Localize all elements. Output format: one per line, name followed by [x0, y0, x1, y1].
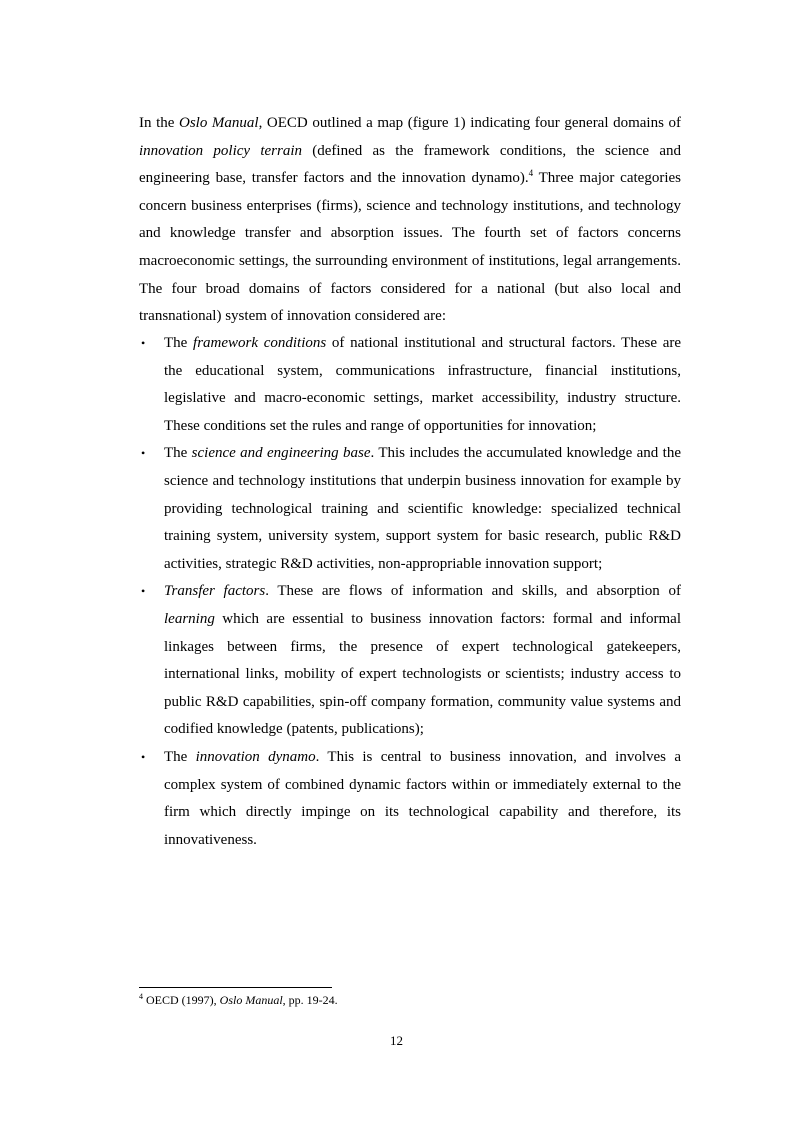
footnote-number: 4 [139, 992, 143, 1001]
footnote-oslo-manual: Oslo Manual [219, 993, 283, 1007]
footnote-reference[interactable]: 4 [528, 168, 534, 179]
learning-term: learning [164, 610, 215, 627]
bullet-icon: • [141, 749, 146, 764]
footnote-divider [139, 987, 332, 988]
intro-text: Three major categories concern business enterprises (firms), science and technology institutions, and technology and knowledge transfer and absorption issues. The fourth set of factors concerns macroeconomic settings, the surrounding environment of institutions, legal arrangements. The four broad domains of factors considered for a national (but also local and transnational) system of innovation considered are: [139, 170, 681, 325]
intro-paragraph [139, 110, 681, 331]
oslo-manual-title: Oslo Manual [179, 115, 259, 131]
list-item-innovation-dynamo: • The innovation dynamo. This is central to business innovation, and involves a complex system of combined dynamic factors within or immediately external to the firm which directly impinge on its technological capability and therefore, its innovativeness. [139, 744, 681, 854]
list-item-transfer-factors: • Transfer factors. These are flows of information and skills, and absorption of learning which are essential to business innovation factors: formal and informal linkages between firms, the presence of expert technological gatekeepers, international links, mobility of expert technologists or scientists; industry access to public R&D capabilities, spin-off company formation, community value systems and codified knowledge (patents, publications); [139, 578, 681, 744]
domains-list [139, 330, 681, 854]
innovation-dynamo-term: innovation dynamo [195, 748, 316, 765]
bullet-icon: • [141, 446, 146, 461]
science-engineering-base-term: science and engineering base [191, 445, 371, 462]
list-item-science-engineering-base: • The science and engineering base. This includes the accumulated knowledge and the science and technology institutions that underpin business innovation for example by providing technological training and scientific knowledge: specialized technical training system, university system, support system for basic research, public R&D activities, strategic R&D activities, non-appropriable innovation support; [139, 440, 681, 578]
footnote: $^4$ OECD (1997), Oslo Manual, pp. 19-24. [139, 992, 338, 1007]
intro-text: In the [139, 115, 179, 131]
intro-text: (defined as the framework conditions, the science and engineering base, transfer factors and the innovation dynamo). [139, 142, 681, 187]
innovation-policy-terrain-term: innovation policy terrain [139, 142, 302, 159]
bullet-icon: • [141, 336, 146, 350]
list-item-framework-conditions: • The framework conditions of national institutional and structural factors. These are the educational system, communications infrastructure, financial institutions, legislative and macro-economic settings, market accessibility, industry structure. These conditions set the rules and range of opportunities for innovation; [139, 330, 681, 440]
bullet-icon: • [141, 584, 146, 599]
transfer-factors-term: Transfer factors [164, 583, 266, 600]
page-number: 12 [390, 1033, 403, 1048]
framework-conditions-term: framework conditions [193, 335, 327, 351]
intro-text: , OECD outlined a map (figure 1) indicating four general domains of [258, 115, 682, 131]
